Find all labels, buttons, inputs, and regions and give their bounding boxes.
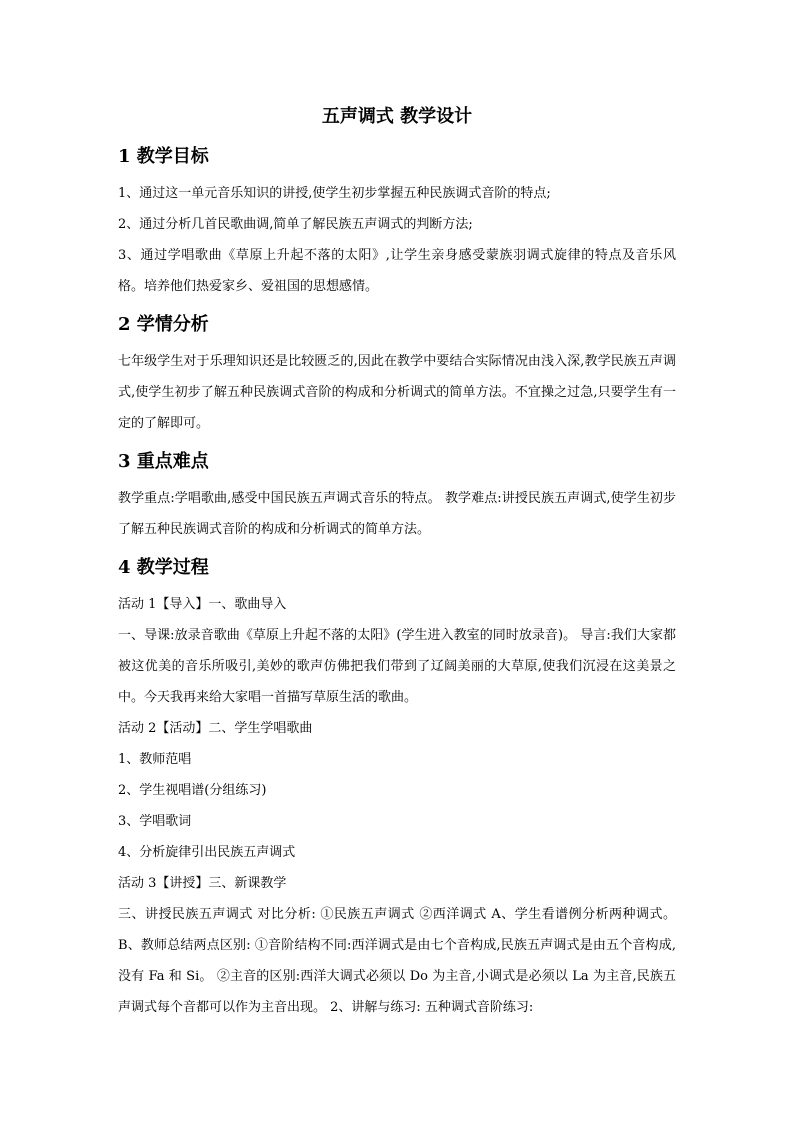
paragraph: 七年级学生对于乐理知识还是比较匮乏的,因此在教学中要结合实际情况由浅入深,教学民族五声调式,使学生初步了解五种民族调式音阶的构成和分析调式的简单方法。不宜操之过急,只要学生有一定的了解即可。 [118,354,676,431]
list-item: 4、分析旋律引出民族五声调式 [118,845,296,860]
paragraph: 一、导课:放录音歌曲《草原上升起不落的太阳》(学生进入教室的同时放录音)。 导言:我们大家都被这优美的音乐所吸引,美妙的歌声仿佛把我们带到了辽阔美丽的大草原,使我们沉浸在这美景之中。今天我再来给大家唱一首描写草原生活的歌曲。 [118,628,676,705]
section-heading: 1 教学目标 [118,146,209,167]
activity-label: 活动 1【导入】一、歌曲导入 [118,597,287,612]
paragraph: 教学重点:学唱歌曲,感受中国民族五声调式音乐的特点。 教学难点:讲授民族五声调式,使学生初步了解五种民族调式音阶的构成和分析调式的简单方法。 [118,491,676,537]
section-heading: 3 重点难点 [118,451,209,472]
section-teaching-goals [118,144,676,302]
section-heading: 2 学情分析 [118,314,209,335]
section-heading: 4 教学过程 [118,557,209,578]
paragraph: 2、通过分析几首民歌曲调,简单了解民族五声调式的判断方法; [118,217,473,232]
list-item: 3、学唱歌词 [118,814,192,829]
paragraph: 三、讲授民族五声调式 对比分析: ①民族五声调式 ②西洋调式 A、学生看谱例分析两种调式。 B、教师总结两点区别: ①音阶结构不同:西洋调式是由七个音构成,民族五声调式是由五个音构成,没有 Fa 和 Si。 ②主音的区别:西洋大调式必须以 Do 为主音,小调式是必须以 La 为主音,民族五声调式每个音都可以作为主音出现。 2、讲解与练习: 五种调式音阶练习: [118,907,676,1015]
section-learner-analysis [118,312,676,439]
paragraph: 3、通过学唱歌曲《草原上升起不落的太阳》,让学生亲身感受蒙族羽调式旋律的特点及音乐风格。培养他们热爱家乡、爱祖国的思想感情。 [118,248,676,294]
activity-label: 活动 2【活动】二、学生学唱歌曲 [118,721,313,736]
document-body [118,104,676,1023]
list-item: 1、教师范唱 [118,752,192,767]
activity-label: 活动 3【讲授】三、新课教学 [118,876,287,891]
section-key-points [118,449,676,545]
section-teaching-process [118,555,676,1023]
document-title: 五声调式 教学设计 [321,106,473,127]
list-item: 2、学生视唱谱(分组练习) [118,783,267,798]
paragraph: 1、通过这一单元音乐知识的讲授,使学生初步掌握五种民族调式音阶的特点; [118,186,551,201]
